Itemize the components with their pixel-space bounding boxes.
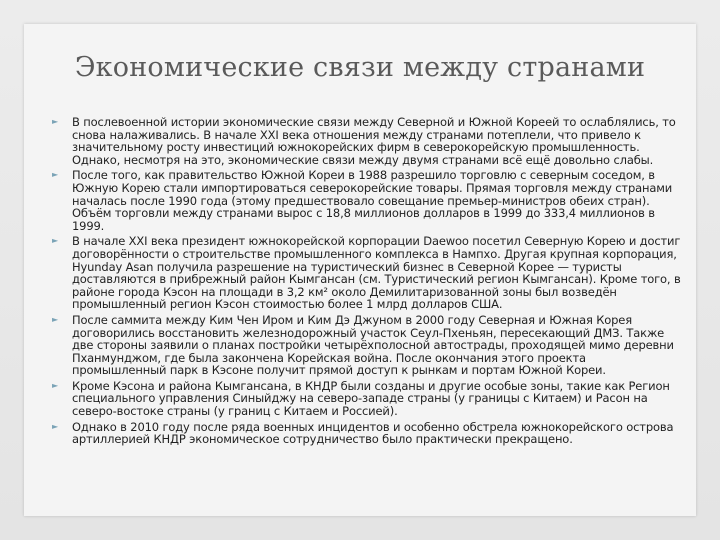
bullet-text: В послевоенной истории экономические связи между Северной и Южной Кореей то ослаблялись, то снова налаживались. В начале XXI века отношения между странами потеплели, что привело к значительному росту инвестиций южнокорейских фирм в северокорейскую промышленность. Однако, несмотря на это, экономические связи между двумя странами всё ещё довольно слабы. — [72, 115, 676, 167]
bullet-item — [52, 235, 682, 311]
arrow-bullet-icon: ► — [52, 314, 59, 324]
bullet-text: В начале XXI века президент южнокорейской корпорации Daewoo посетил Северную Корею и достиг договорённости о строительстве промышленного комплекса в Нампхо. Другая крупная корпорация, Hyunday Asan получила разрешение на туристический бизнес в Северной Корее — туристы доставляются в прибрежный район Кымгансан (см. Туристический регион Кымгансан). Кроме того, в районе города Кэсон на площади в 3,2 км² около Демилитаризованной зоны был возведён промышленный регион Кэсон стоимостью более 1 млрд долларов США. — [72, 234, 681, 312]
bullet-item — [52, 169, 682, 232]
bullet-text: После того, как правительство Южной Кореи в 1988 разрешило торговлю с северным соседом, в Южную Корею стали импортироваться северокорейские товары. Прямая торговля между странами началась после 1990 года (этому предшествовало совещание премьер-министров обеих стран). Объём торговли между странами вырос с 18,8 миллионов долларов в 1999 до 333,4 миллионов в 1999. — [72, 168, 673, 233]
bullet-item — [52, 421, 682, 446]
arrow-bullet-icon: ► — [52, 380, 59, 390]
bullet-item — [52, 314, 682, 377]
arrow-bullet-icon: ► — [52, 170, 59, 180]
bullet-list — [52, 116, 682, 449]
bullet-item — [52, 116, 682, 166]
arrow-bullet-icon: ► — [52, 117, 59, 126]
arrow-bullet-icon: ► — [52, 421, 59, 431]
bullet-text: После саммита между Ким Чен Иром и Ким Дэ Джуном в 2000 году Северная и Южная Корея договорились восстановить железнодорожный участок Сеул-Пхеньян, пересекающий ДМЗ. Также две стороны заявили о планах постройки четырёхполосной автострады, проходящей мимо деревни Пханмунджом, где была закончена Корейская война. После окончания этого проекта промышленный парк в Кэсоне получит прямой доступ к рынкам и портам Южной Кореи. — [72, 312, 674, 378]
bullet-text: Кроме Кэсона и района Кымгансана, в КНДР были созданы и другие особые зоны, такие как Регион специального управления Синыйджу на северо-западе страны (у границы с Китаем) и Расон на северо-востоке страны (у границ с Китаем и Россией). — [72, 378, 670, 419]
arrow-bullet-icon: ► — [52, 236, 59, 246]
slide-title: Экономические связи между странами — [74, 52, 646, 83]
bullet-text: Однако в 2010 году после ряда военных инцидентов и особенно обстрела южнокорейского острова артиллерией КНДР экономическое сотрудничество было практически прекращено. — [72, 419, 674, 447]
bullet-item — [52, 380, 682, 418]
